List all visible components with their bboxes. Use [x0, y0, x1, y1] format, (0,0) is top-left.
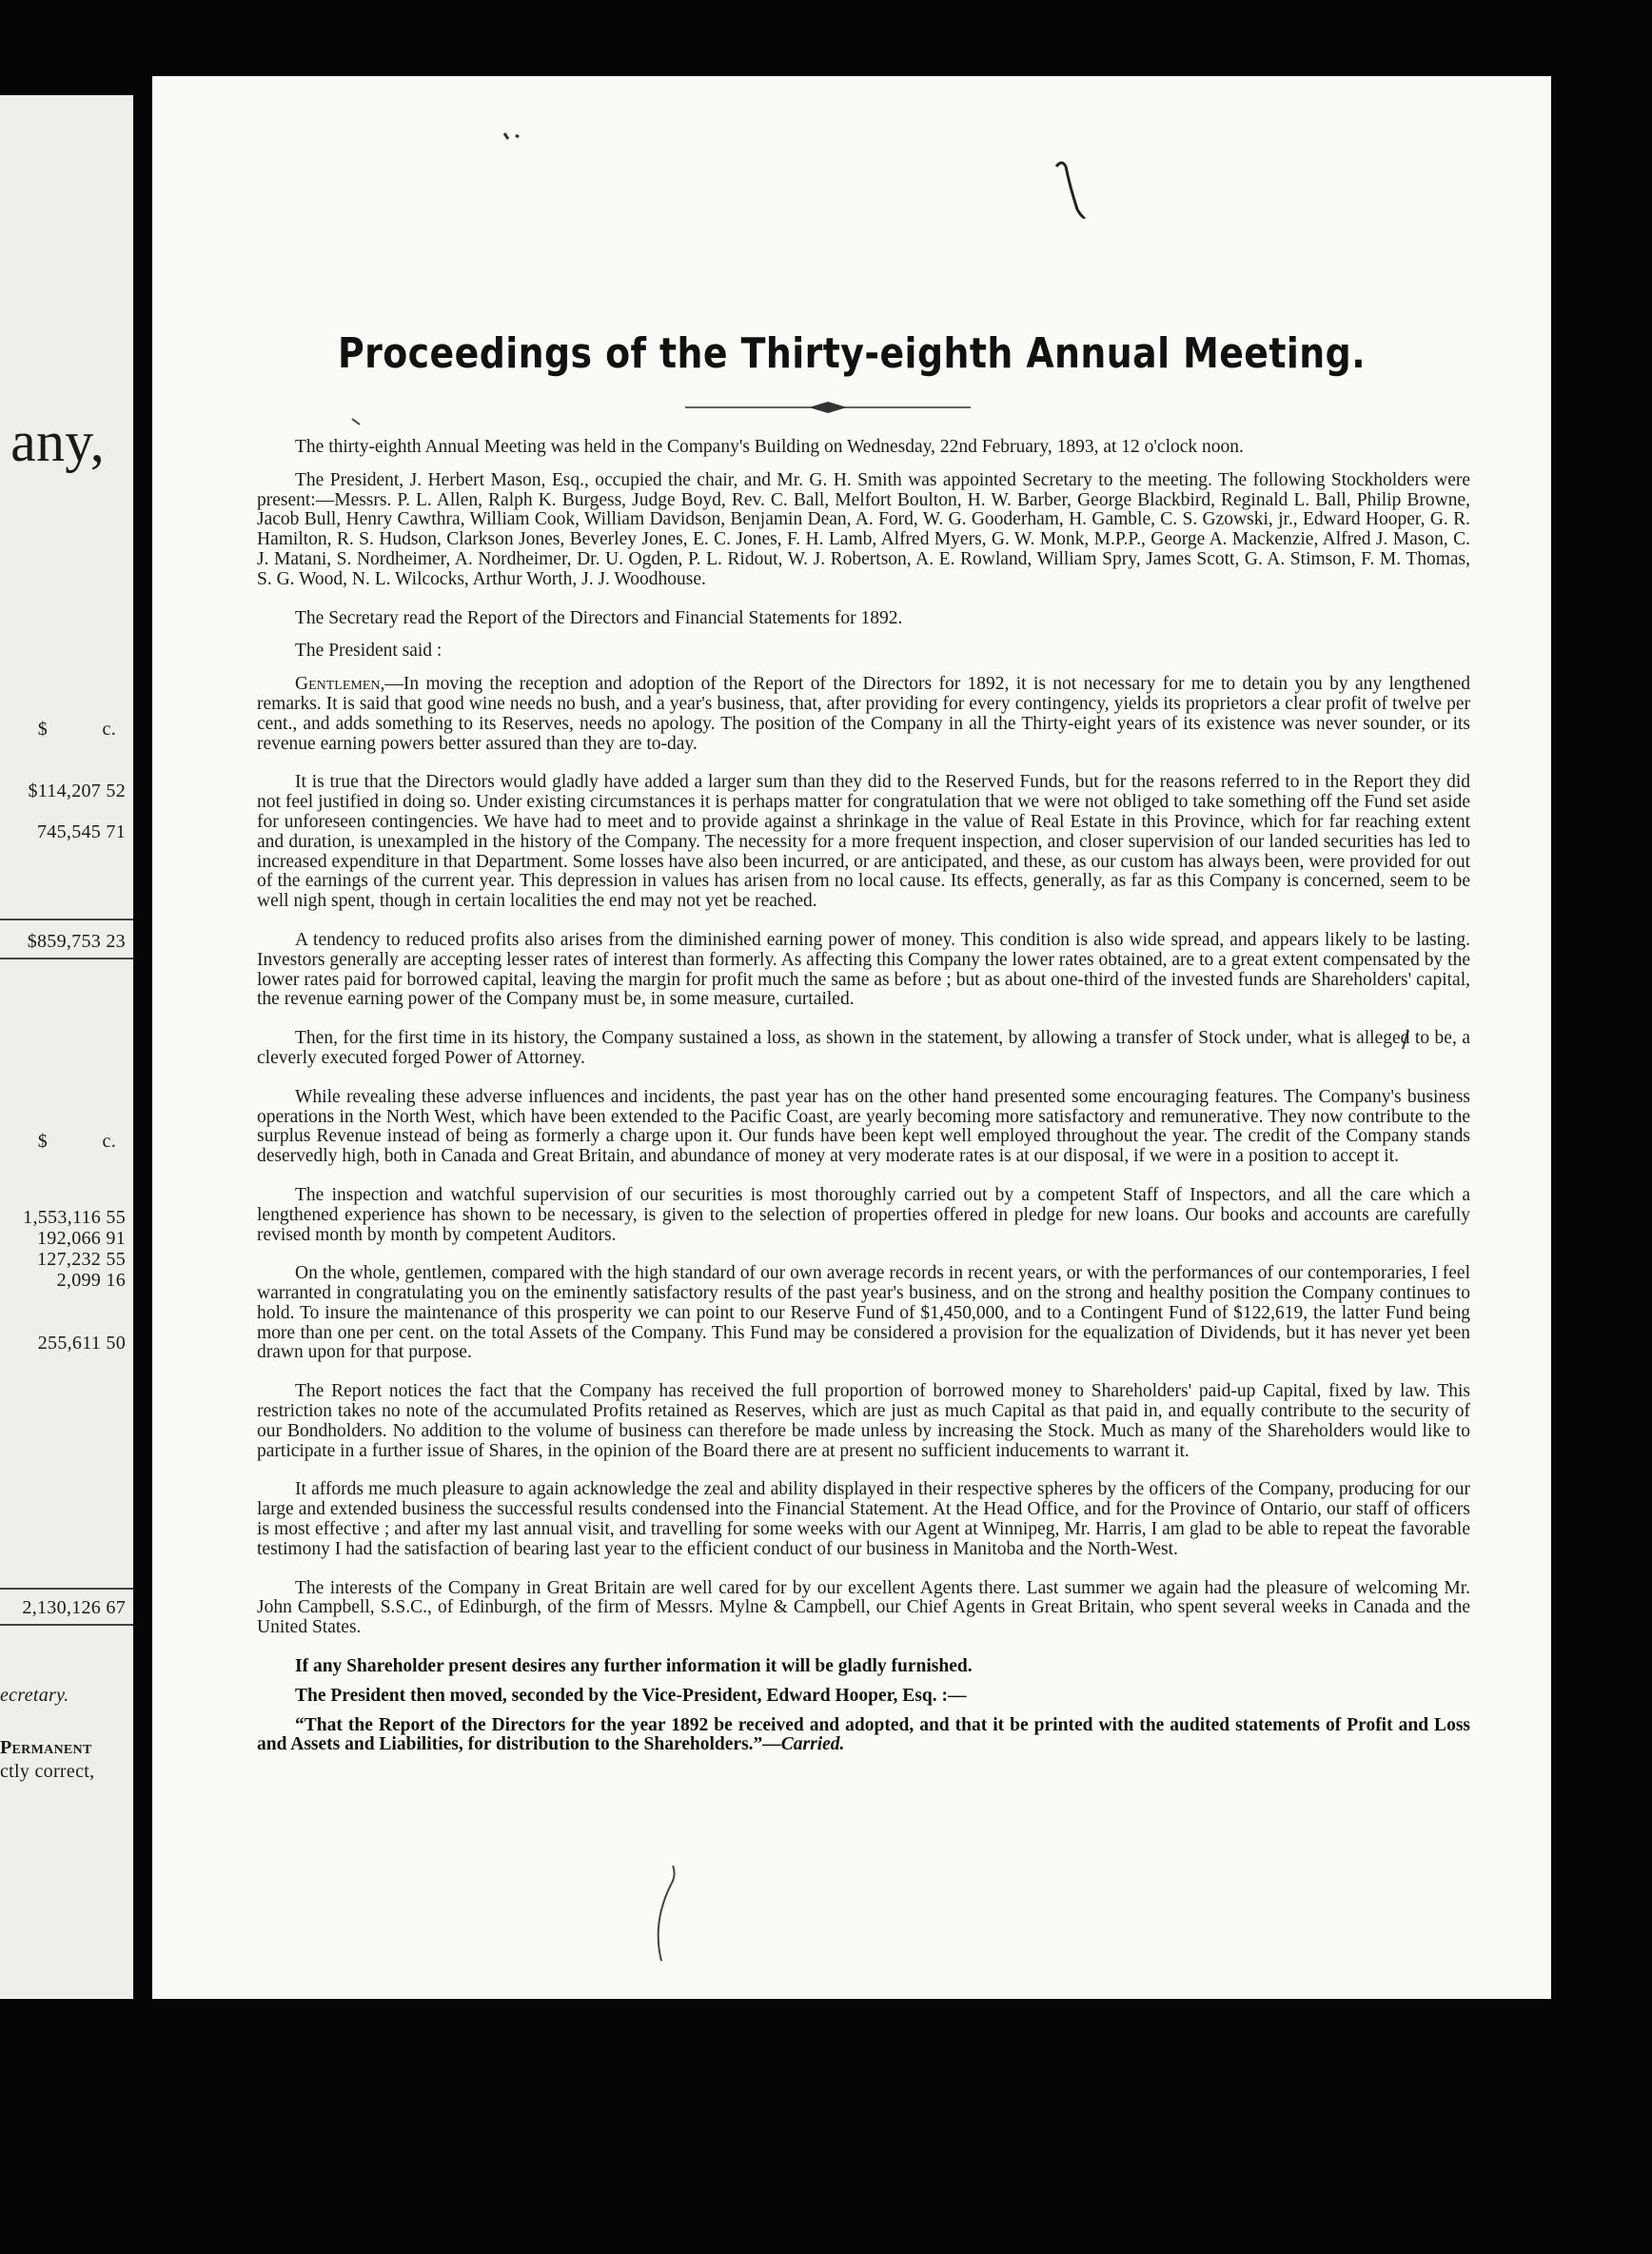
speech-paragraph-6: The inspection and watchful supervision of our securities is most thoroughly carried out by a competent Staff of Inspectors, and all the care which a lengthened experience has shown to be necessary, is given to the selection of properties offered in pledge for new loans. Our books and accounts are carefully revised month by month by competent Auditors. [257, 1184, 1470, 1245]
col1-rule [0, 919, 133, 920]
speech-paragraph-10: The interests of the Company in Great Britain are well cared for by our excellent Agents there. Last summer we again had the pleasure of welcoming Mr. John Campbell, S.S.C., of Edinburgh, of the firm of Messrs. Mylne & Campbell, our Chief Agents in Great Britain, who spent several weeks in Canada and the United States. [257, 1577, 1470, 1638]
col1-currency: $ [37, 719, 48, 740]
col1-row-1: $114,207 52 [28, 781, 126, 801]
col1-cents: c. [102, 719, 116, 740]
speech-paragraph-11: If any Shareholder present desires any further information it will be gladly furnished. [295, 1656, 973, 1677]
col2-total: 2,130,126 67 [22, 1597, 126, 1618]
intro-paragraph: The thirty-eighth Annual Meeting was held in the Company's Building on Wednesday, 22nd February, 1893, at 12 o'clock noon. [295, 437, 1244, 457]
speech-paragraph-1 [257, 675, 1470, 754]
document-title: Proceedings of the Thirty-eighth Annual Meeting. [338, 329, 1366, 378]
speech-paragraph-1-text: —In moving the reception and adoption of the Report of the Directors for 1892, it is not necessary for me to detain you by any lengthened remarks. It is said that good wine needs no bush, and a year's business, that, after providing for every contingency, yields its proprietors a clear profit of twelve per cent., and adds something to its Reserves, needs no apology. The position of the Company in all the Thirty-eight years of its existence was never sounder, or its revenue earning powers better assured than they are to-day. [257, 674, 1470, 754]
document-page [152, 76, 1551, 1999]
attendance-paragraph: The President, J. Herbert Mason, Esq., occupied the chair, and Mr. G. H. Smith was appointed Secretary to the meeting. The following Stockholders were present:—Messrs. P. L. Allen, Ralph K. Burgess, Judge Boyd, Rev. C. Ball, Melfort Boulton, H. W. Barber, George Blackbird, Reginald L. Ball, Philip Browne, Jacob Bull, Henry Cawthra, William Cook, William Davidson, Benjamin Dean, A. Ford, W. G. Gooderham, H. Gamble, C. S. Gzowski, jr., Edward Hooper, G. R. Hamilton, R. S. Hudson, Clarkson Jones, Beverley Jones, E. C. Jones, F. H. Lamb, Alfred Myers, G. W. Monk, M.P.P., George A. Mackenzie, Alfred J. Mason, C. J. Matani, S. Nordheimer, A. Nordheimer, Dr. U. Ogden, P. L. Ridout, W. J. Robertson, A. E. Rowland, William Spry, James Scott, G. A. Stimson, F. M. Thomas, S. G. Wood, N. L. Wilcocks, Arthur Worth, J. J. Woodhouse. [257, 469, 1470, 589]
col2-rule-bottom [0, 1624, 133, 1626]
col2-row-2: 192,066 91 [37, 1228, 126, 1249]
motion-intro-paragraph: The President then moved, seconded by the Vice-President, Edward Hooper, Esq. :— [295, 1685, 967, 1706]
col2-row-1: 1,553,116 55 [23, 1207, 126, 1228]
motion-paragraph [257, 1716, 1470, 1756]
col2-subtotal: 255,611 50 [37, 1333, 126, 1354]
left-page-heading-fragment: any, [10, 410, 105, 473]
speech-paragraph-4: Then, for the first time in its history, the Company sustained a loss, as shown in the statement, by allowing a transfer of Stock under, what is alleged to be, a cleverly executed forged Power of Attorney. [257, 1028, 1470, 1068]
col1-rule-bottom [0, 958, 133, 959]
speech-paragraph-3: A tendency to reduced profits also arises from the diminished earning power of money. This condition is also wide spread, and appears likely to be lasting. Investors generally are accepting lesser rates of interest than formerly. As affecting this Company the lower rates obtained, are to a great extent compensated by the lower rates paid for borrowed capital, leaving the margin for profit much the same as before ; but as about one-third of the invested funds are Shareholders' capital, the revenue earning power of the Company must be, in some measure, curtailed. [257, 929, 1470, 1010]
salutation: Gentlemen, [295, 674, 385, 695]
speech-paragraph-5: While revealing these adverse influences and incidents, the past year has on the other hand presented some encouraging features. The Company's business operations in the North West, which have been extended to the Pacific Coast, are yearly becoming more satisfactory and remunerative. They now contribute to the surplus Revenue instead of being as formerly a charge upon it. Our funds have been kept well employed throughout the year. The credit of the Company stands deservedly high, both in Canada and Great Britain, and abundance of money at very moderate rates is at our disposal, if we were in a position to accept it. [257, 1086, 1470, 1167]
col2-row-4: 2,099 16 [56, 1270, 126, 1291]
permanent-fragment: Permanent [0, 1737, 92, 1758]
col2-currency: $ [37, 1131, 48, 1152]
speech-paragraph-2: It is true that the Directors would gladly have added a larger sum than they did to the Reserved Funds, but for the reasons referred to in the Report they did not feel justified in doing so. Under existing circumstances it is perhaps matter for congratulation that we were not obliged to take something off the Fund set aside for unforeseen contingencies. We have had to meet and to provide against a shrinkage in the value of Real Estate in this Province, which for far reaching extent and duration, is unexampled in the history of the Company. The necessity for a more frequent inspection, and closer supervision of our landed securities has led to increased expenditure in that Department. Some losses have also been incurred, or are anticipated, and these, as our custom has always been, were provided for out of the earnings of the current year. This depression in values has arisen from no local cause. Its effects, generally, as far as this Company is concerned, seem to be well nigh spent, though in certain localities the end may not yet be reached. [257, 772, 1470, 912]
motion-carried: —Carried. [762, 1734, 845, 1755]
col2-cents: c. [102, 1131, 116, 1152]
speech-paragraph-7: On the whole, gentlemen, compared with the high standard of our own average records in recent years, or with the performances of our contemporaries, I feel warranted in congratulating you on the eminently satisfactory results of the past year's business, and on the strong and healthy position the Company continues to hold. To insure the maintenance of this prosperity we can point to our Reserve Fund of $1,450,000, and to a Contingent Fund of $122,619, the latter Fund being more than one per cent. on the total Assets of the Company. This Fund may be considered a provision for the equalization of Dividends, but it has never yet been drawn upon for that purpose. [257, 1263, 1470, 1363]
secretary-read-paragraph: The Secretary read the Report of the Directors and Financial Statements for 1892. [295, 607, 903, 628]
president-said-paragraph: The President said : [295, 641, 442, 662]
col2-rule [0, 1588, 133, 1590]
signature-fragment: ecretary. [0, 1685, 69, 1706]
speech-paragraph-9: It affords me much pleasure to again acknowledge the zeal and ability displayed in their respective spheres by the officers of the Company, producing for our large and extended business the successful results condensed into the Financial Statement. At the Head Office, and for the Province of Ontario, our staff of officers is most effective ; and after my last annual visit, and travelling for some weeks with our Agent at Winnipeg, Mr. Harris, I am glad to be able to repeat the favorable testimony I had the satisfaction of bearing last year to the efficient conduct of our business in Manitoba and the North-West. [257, 1479, 1470, 1559]
col1-row-2: 745,545 71 [37, 821, 126, 842]
document-body [257, 438, 1470, 1765]
title-ornament [685, 400, 971, 415]
motion-text: “That the Report of the Directors for the year 1892 be received and adopted, and that it be printed with the audited statements of Profit and Loss and Assets and Liabilities, for distribution to the Shareholders.” [257, 1714, 1470, 1755]
left-page-fragment [0, 95, 133, 1999]
col2-row-3: 127,232 55 [37, 1249, 126, 1270]
correct-fragment: ctly correct, [0, 1761, 95, 1782]
speech-paragraph-8: The Report notices the fact that the Company has received the full proportion of borrowed money to Shareholders' paid-up Capital, fixed by law. This restriction takes no note of the accumulated Profits retained as Reserves, which are just as much Capital as that paid in, and equally contribute to the security of our Bondholders. No addition to the volume of business can therefore be made unless by increasing the Stock. Much as many of the Shareholders would like to participate in a further issue of Shares, in the opinion of the Board there are at present no sufficient inducements to warrant it. [257, 1381, 1470, 1461]
col1-total: $859,753 23 [27, 931, 126, 952]
